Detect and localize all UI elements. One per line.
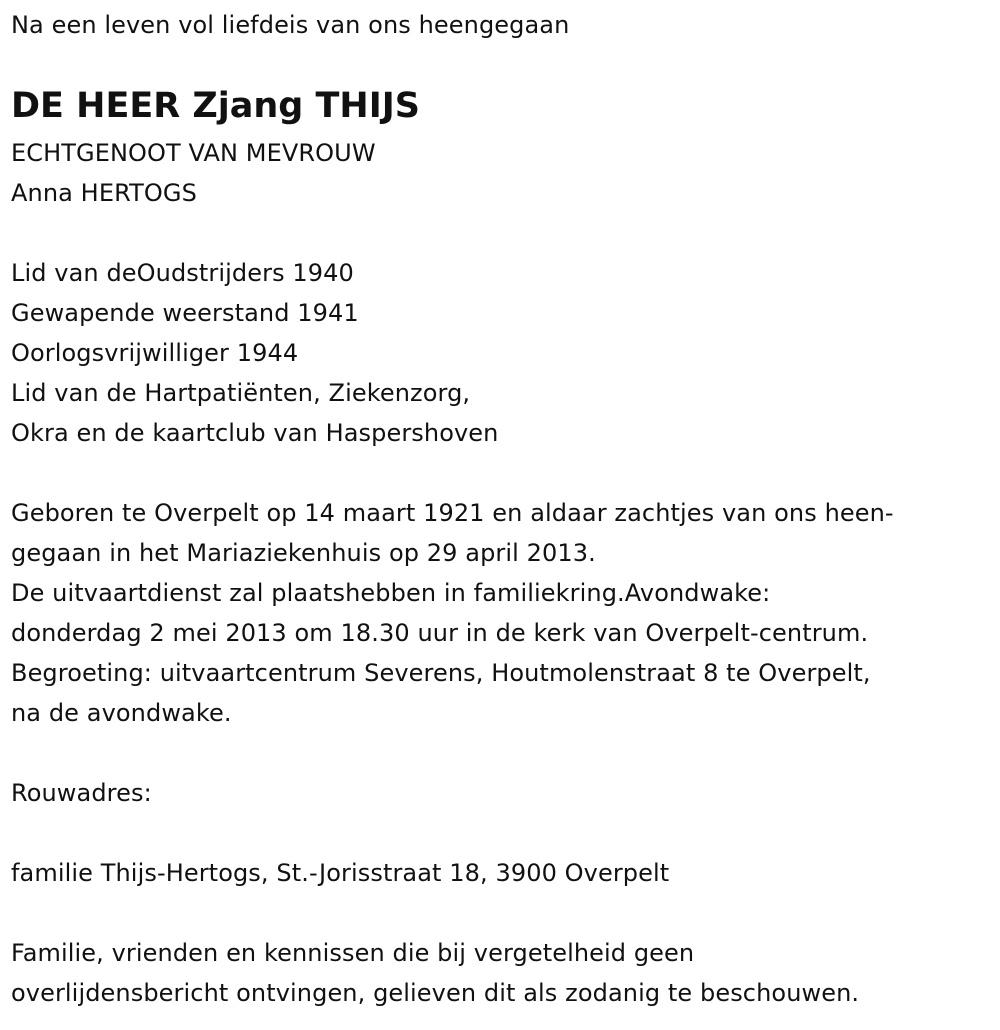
memberships-block [11, 253, 499, 453]
address-label-block [11, 773, 152, 813]
closing-block [11, 933, 859, 1013]
details-block [11, 493, 894, 733]
deceased-name: DE HEER Zjang THIJS [11, 86, 420, 126]
membership-line: Oorlogsvrijwilliger 1944 [11, 339, 299, 367]
detail-line: donderdag 2 mei 2013 om 18.30 uur in de kerk van Overpelt-centrum. [11, 619, 869, 647]
detail-line: na de avondwake. [11, 699, 232, 727]
closing-line: overlijdensbericht ontvingen, gelieven dit als zodanig te beschouwen. [11, 979, 860, 1007]
membership-line: Lid van deOudstrijders 1940 [11, 259, 354, 287]
detail-line: Begroeting: uitvaartcentrum Severens, Houtmolenstraat 8 te Overpelt, [11, 659, 871, 687]
detail-line: Geboren te Overpelt op 14 maart 1921 en aldaar zachtjes van ons heen- [11, 499, 894, 527]
spouse-line: ECHTGENOOT VAN MEVROUW [11, 139, 376, 167]
membership-line: Okra en de kaartclub van Haspershoven [11, 419, 499, 447]
mourning-address: familie Thijs-Hertogs, St.-Jorisstraat 18, 3900 Overpelt [11, 859, 670, 887]
detail-line: De uitvaartdienst zal plaatshebben in familiekring.Avondwake: [11, 579, 771, 607]
intro-text: Na een leven vol liefdeis van ons heengegaan [11, 11, 570, 39]
membership-line: Lid van de Hartpatiënten, Ziekenzorg, [11, 379, 471, 407]
closing-line: Familie, vrienden en kennissen die bij vergetelheid geen [11, 939, 695, 967]
membership-line: Gewapende weerstand 1941 [11, 299, 359, 327]
spouse-block [11, 133, 376, 213]
address-block [11, 853, 669, 893]
address-label: Rouwadres: [11, 779, 152, 807]
spouse-line: Anna HERTOGS [11, 179, 197, 207]
detail-line: gegaan in het Mariaziekenhuis op 29 april 2013. [11, 539, 596, 567]
